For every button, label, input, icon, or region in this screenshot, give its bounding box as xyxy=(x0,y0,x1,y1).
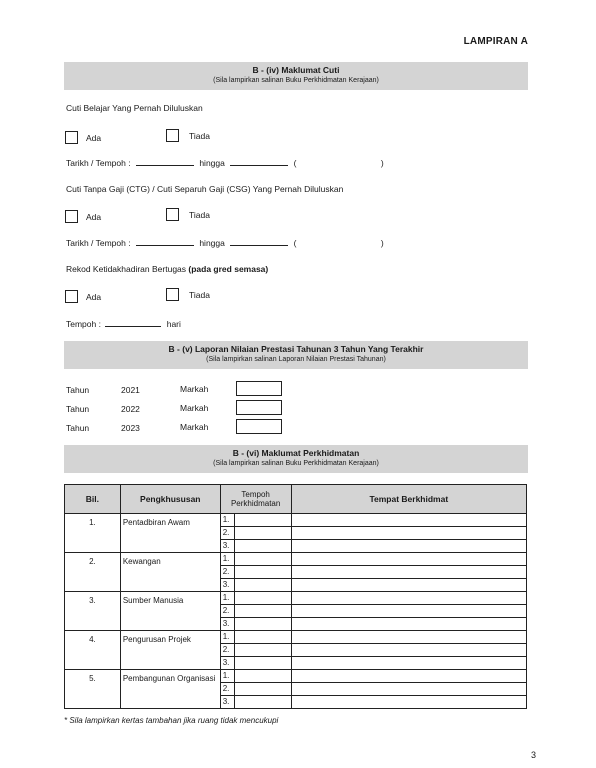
cuti-belajar-ada-label: Ada xyxy=(86,133,102,143)
row-sub-number: 1. xyxy=(220,631,234,644)
ctg-tarikh-from-field[interactable] xyxy=(136,237,194,246)
row-pengkhususan: Pengurusan Projek xyxy=(120,631,220,670)
row-bil: 1. xyxy=(65,514,121,553)
table-row xyxy=(65,592,527,605)
table-row xyxy=(65,631,527,644)
tempoh-row xyxy=(66,318,181,329)
tempoh-cell[interactable] xyxy=(234,644,291,657)
row-sub-number: 1. xyxy=(220,553,234,566)
row-sub-number: 3. xyxy=(220,579,234,592)
tempat-cell[interactable] xyxy=(291,670,526,683)
tempat-cell[interactable] xyxy=(291,566,526,579)
tempat-cell[interactable] xyxy=(291,592,526,605)
markah-label: Markah xyxy=(180,422,209,432)
row-bil: 2. xyxy=(65,553,121,592)
tempoh-cell[interactable] xyxy=(234,618,291,631)
section-cuti-title: B - (iv) Maklumat Cuti xyxy=(252,65,340,75)
markah-2021-field[interactable] xyxy=(236,381,282,396)
row-bil: 4. xyxy=(65,631,121,670)
col-tempat-header: Tempat Berkhidmat xyxy=(291,485,526,514)
tempoh-cell[interactable] xyxy=(234,631,291,644)
row-sub-number: 2. xyxy=(220,644,234,657)
tempat-cell[interactable] xyxy=(291,644,526,657)
markah-2023-field[interactable] xyxy=(236,419,282,434)
hari-label: hari xyxy=(166,319,181,329)
ketidakhadiran-tiada-label: Tiada xyxy=(189,290,210,300)
tempat-cell[interactable] xyxy=(291,540,526,553)
row-pengkhususan: Pentadbiran Awam xyxy=(120,514,220,553)
row-sub-number: 2. xyxy=(220,683,234,696)
paren-close: ) xyxy=(380,158,384,168)
section-cuti-subtitle: (Sila lampirkan salinan Buku Perkhidmatan Kerajaan) xyxy=(213,77,379,84)
tempoh-cell[interactable] xyxy=(234,579,291,592)
year-2022: 2022 xyxy=(121,404,140,414)
tempat-cell[interactable] xyxy=(291,605,526,618)
tempat-cell[interactable] xyxy=(291,683,526,696)
tempoh-cell[interactable] xyxy=(234,592,291,605)
tempoh-cell[interactable] xyxy=(234,514,291,527)
section-perkhidmatan-title: B - (vi) Maklumat Perkhidmatan xyxy=(232,448,360,458)
row-sub-number: 2. xyxy=(220,605,234,618)
paren-open: ( xyxy=(293,238,297,248)
tempoh-cell[interactable] xyxy=(234,605,291,618)
tempoh-cell[interactable] xyxy=(234,696,291,709)
section-laporan-title: B - (v) Laporan Nilaian Prestasi Tahunan 3 Tahun Yang Terakhir xyxy=(168,344,424,354)
row-pengkhususan: Sumber Manusia xyxy=(120,592,220,631)
section-perkhidmatan-subtitle: (Sila lampirkan salinan Buku Perkhidmatan Kerajaan) xyxy=(213,460,379,467)
year-2021: 2021 xyxy=(121,385,140,395)
row-sub-number: 3. xyxy=(220,657,234,670)
row-sub-number: 1. xyxy=(220,592,234,605)
section-laporan-header xyxy=(64,341,528,369)
lampiran-label: LAMPIRAN A xyxy=(463,36,528,47)
gred-semasa-label: (pada gred semasa) xyxy=(188,264,269,274)
tarikh-label: Tarikh / Tempoh : xyxy=(66,158,131,168)
tempat-cell[interactable] xyxy=(291,579,526,592)
section-perkhidmatan-header xyxy=(64,445,528,473)
table-row xyxy=(65,670,527,683)
year-2023: 2023 xyxy=(121,423,140,433)
col-pengkhususan-header: Pengkhususan xyxy=(120,485,220,514)
row-pengkhususan: Kewangan xyxy=(120,553,220,592)
col-bil-header: Bil. xyxy=(65,485,121,514)
tempoh-cell[interactable] xyxy=(234,670,291,683)
row-sub-number: 3. xyxy=(220,618,234,631)
tempoh-field[interactable] xyxy=(105,318,161,327)
tempoh-cell[interactable] xyxy=(234,566,291,579)
section-laporan-subtitle: (Sila lampirkan salinan Laporan Nilaian Prestasi Tahunan) xyxy=(206,356,386,363)
ketidakhadiran-question xyxy=(66,264,268,274)
section-cuti-header xyxy=(64,62,528,90)
tempoh-label: Tempoh : xyxy=(66,319,101,329)
ketidakhadiran-label: Rekod Ketidakhadiran Bertugas xyxy=(66,264,187,274)
row-sub-number: 2. xyxy=(220,566,234,579)
tahun-label: Tahun xyxy=(66,385,90,395)
markah-2022-field[interactable] xyxy=(236,400,282,415)
ctg-csg-question: Cuti Tanpa Gaji (CTG) / Cuti Separuh Gaji (CSG) Yang Pernah Diluluskan xyxy=(66,184,344,194)
tempat-cell[interactable] xyxy=(291,553,526,566)
table-row xyxy=(65,514,527,527)
cuti-belajar-question: Cuti Belajar Yang Pernah Diluluskan xyxy=(66,103,203,113)
cuti-belajar-ada-checkbox[interactable] xyxy=(65,131,78,144)
ctg-ada-checkbox[interactable] xyxy=(65,210,78,223)
cuti-belajar-tiada-checkbox[interactable] xyxy=(166,129,179,142)
ketidakhadiran-ada-label: Ada xyxy=(86,292,102,302)
page-number: 3 xyxy=(530,750,536,760)
tarikh-label: Tarikh / Tempoh : xyxy=(66,238,131,248)
tempat-cell[interactable] xyxy=(291,514,526,527)
table-row xyxy=(65,553,527,566)
ctg-ada-label: Ada xyxy=(86,212,102,222)
footnote: * Sila lampirkan kertas tambahan jika ruang tidak mencukupi xyxy=(64,716,279,725)
tahun-label: Tahun xyxy=(66,423,90,433)
markah-label: Markah xyxy=(180,403,209,413)
row-sub-number: 3. xyxy=(220,540,234,553)
ketidakhadiran-ada-checkbox[interactable] xyxy=(65,290,78,303)
row-pengkhususan: Pembangunan Organisasi xyxy=(120,670,220,709)
cuti-belajar-tarikh-row xyxy=(66,157,384,168)
tempoh-cell[interactable] xyxy=(234,553,291,566)
col-tempoh-header: Tempoh Perkhidmatan xyxy=(220,485,291,514)
perkhidmatan-table xyxy=(64,484,527,709)
tempoh-cell[interactable] xyxy=(234,540,291,553)
cuti-belajar-tiada-label: Tiada xyxy=(189,131,210,141)
ctg-tiada-label: Tiada xyxy=(189,210,210,220)
tempat-cell[interactable] xyxy=(291,631,526,644)
hingga-label: hingga xyxy=(199,238,225,248)
tahun-label: Tahun xyxy=(66,404,90,414)
tempoh-cell[interactable] xyxy=(234,657,291,670)
tempoh-cell[interactable] xyxy=(234,683,291,696)
tempoh-cell[interactable] xyxy=(234,527,291,540)
ctg-tiada-checkbox[interactable] xyxy=(166,208,179,221)
tempat-cell[interactable] xyxy=(291,618,526,631)
row-sub-number: 1. xyxy=(220,514,234,527)
tarikh-from-field[interactable] xyxy=(136,157,194,166)
table-header-row xyxy=(65,485,527,514)
row-bil: 3. xyxy=(65,592,121,631)
tempat-cell[interactable] xyxy=(291,696,526,709)
row-bil: 5. xyxy=(65,670,121,709)
row-sub-number: 3. xyxy=(220,696,234,709)
markah-label: Markah xyxy=(180,384,209,394)
ketidakhadiran-tiada-checkbox[interactable] xyxy=(166,288,179,301)
ctg-tarikh-to-field[interactable] xyxy=(230,237,288,246)
tempat-cell[interactable] xyxy=(291,657,526,670)
paren-close: ) xyxy=(380,238,384,248)
row-sub-number: 1. xyxy=(220,670,234,683)
row-sub-number: 2. xyxy=(220,527,234,540)
hingga-label: hingga xyxy=(199,158,225,168)
tempat-cell[interactable] xyxy=(291,527,526,540)
ctg-tarikh-row xyxy=(66,237,384,248)
tarikh-to-field[interactable] xyxy=(230,157,288,166)
paren-open: ( xyxy=(293,158,297,168)
